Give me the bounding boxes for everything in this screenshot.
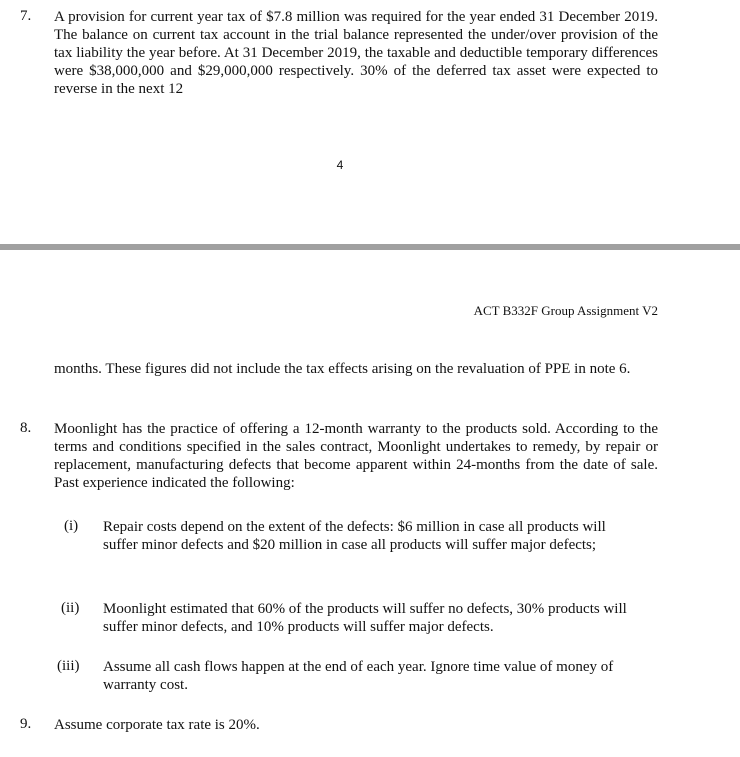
item-7-number: 7. [20, 8, 32, 24]
subitem-iii-label: (iii) [57, 658, 80, 674]
subitem-ii-label: (ii) [61, 600, 80, 616]
item-7-text: A provision for current year tax of $7.8 million was required for the year ended 31 December 2019. The balance on current tax account in the trial balance represented the under/over provision of the tax liability the year before. At 31 December 2019, the taxable and deductible temporary differences were $38,000,000 and $29,000,000 respectively. 30% of the deferred tax asset were expected to reverse in the next 12 [54, 9, 658, 97]
subitem-i-text: Repair costs depend on the extent of the defects: $6 million in case all products will suffer minor defects and $20 million in case all products will suffer major defects; [103, 519, 606, 553]
item-9-number: 9. [20, 716, 32, 732]
item-8-number: 8. [20, 420, 32, 436]
running-header: ACT B332F Group Assignment V2 [473, 303, 658, 318]
subitem-ii-text: Moonlight estimated that 60% of the products will suffer no defects, 30% products will suffer minor defects, and 10% products will suffer major defects. [103, 601, 627, 635]
item-7-continued-text: months. These figures did not include the tax effects arising on the revaluation of PPE in note 6. [54, 361, 631, 377]
subitem-i-label: (i) [64, 518, 79, 534]
item-9-text: Assume corporate tax rate is 20%. [54, 717, 260, 733]
item-8-text: Moonlight has the practice of offering a 12-month warranty to the products sold. According to the terms and conditions specified in the sales contract, Moonlight undertakes to remedy, by repair or replacement, manufacturing defects that become apparent within 24-months from the date of sale. Past experience indicated the following: [54, 421, 658, 491]
subitem-iii-text: Assume all cash flows happen at the end of each year. Ignore time value of money of warranty cost. [103, 659, 614, 693]
page-number: 4 [336, 158, 344, 172]
page-break-divider [0, 244, 740, 250]
